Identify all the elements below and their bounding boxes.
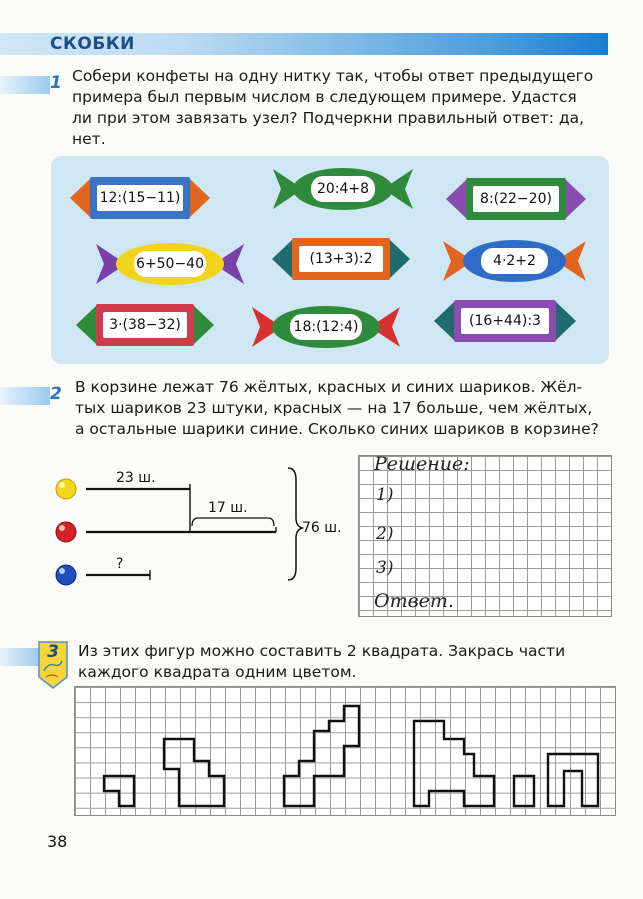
candy — [96, 243, 244, 285]
candy-expression: (16+44):3 — [469, 313, 541, 329]
candy-expression: 20:4+8 — [316, 181, 370, 197]
blue-ball — [56, 565, 76, 585]
yellow-ball — [56, 479, 76, 499]
task-1-stripe — [0, 76, 50, 94]
difference-brace — [192, 518, 274, 526]
yellow-ball-highlight — [59, 482, 65, 488]
task-2-line: В корзине лежат 76 жёлтых, красных и синих шариков. Жёл- — [75, 378, 583, 396]
task-3-line: каждого квадрата одним цветом. — [78, 663, 357, 681]
candy — [273, 168, 413, 210]
yellow-count-label: 23 ш. — [116, 470, 156, 486]
candy-expression: 12:(15−11) — [99, 190, 181, 206]
task-1-text — [72, 66, 610, 150]
candy — [272, 238, 410, 280]
candy — [252, 306, 400, 348]
task-2-line: а остальные шарики синие. Сколько синих шариков в корзине? — [75, 420, 599, 438]
unknown-label: ? — [116, 556, 124, 572]
candy-expression: 3·(38−32) — [109, 317, 181, 333]
total-label: 76 ш. — [302, 520, 342, 536]
candy — [76, 304, 214, 346]
shape-tall-step — [414, 721, 494, 806]
candy-expression: 18:(12:4) — [293, 319, 359, 335]
task-3-stripe — [0, 648, 40, 666]
shape-arch — [548, 754, 598, 806]
shape-notch — [514, 776, 534, 806]
task-1-line: примера был первым числом в следующем примере. Удастся — [72, 88, 577, 106]
task-3-badge — [38, 641, 68, 689]
task-2-stripe — [0, 387, 50, 405]
candy — [446, 178, 586, 220]
candy — [434, 300, 576, 342]
solution-step-3: 3) — [376, 558, 394, 578]
task-1-line: нет. — [72, 130, 106, 148]
red-ball-highlight — [59, 525, 65, 531]
candy-expression: 6+50−40 — [136, 256, 204, 272]
solution-step-2: 2) — [376, 524, 394, 544]
shape-hook — [164, 739, 224, 806]
solution-step-1: 1) — [376, 485, 394, 505]
candy-expression: (13+3):2 — [309, 251, 373, 267]
total-brace — [288, 468, 302, 580]
task-2-number: 2 — [50, 384, 62, 404]
task-3-line: Из этих фигур можно составить 2 квадрата. Закрась части — [78, 642, 566, 660]
red-ball — [56, 522, 76, 542]
task-2-text — [75, 377, 610, 440]
shape-small-l — [104, 776, 134, 806]
difference-label: 17 ш. — [208, 500, 248, 516]
candy — [443, 240, 586, 282]
task-2-line: тых шариков 23 штуки, красных — на 17 больше, чем жёлтых, — [75, 399, 593, 417]
page-number: 38 — [47, 832, 68, 851]
puzzle-shapes — [74, 686, 615, 815]
task-1-line: ли при этом завязать узел? Подчеркни правильный ответ: да, — [72, 109, 585, 127]
task-3-number: 3 — [47, 642, 59, 662]
segment-diagram — [40, 460, 370, 600]
task-3-text — [78, 641, 611, 683]
candy — [70, 177, 210, 219]
shape-stairs — [284, 706, 359, 806]
section-title: СКОБКИ — [50, 34, 135, 54]
blue-ball-highlight — [59, 568, 65, 574]
solution-answer: Ответ. — [374, 590, 454, 612]
candy-expression: 4·2+2 — [493, 253, 536, 269]
task-1-line: Собери конфеты на одну нитку так, чтобы ответ предыдущего — [72, 67, 594, 85]
solution-heading: Решение: — [374, 453, 470, 475]
task-1-number: 1 — [50, 73, 62, 93]
candy-expression: 8:(22−20) — [480, 191, 552, 207]
